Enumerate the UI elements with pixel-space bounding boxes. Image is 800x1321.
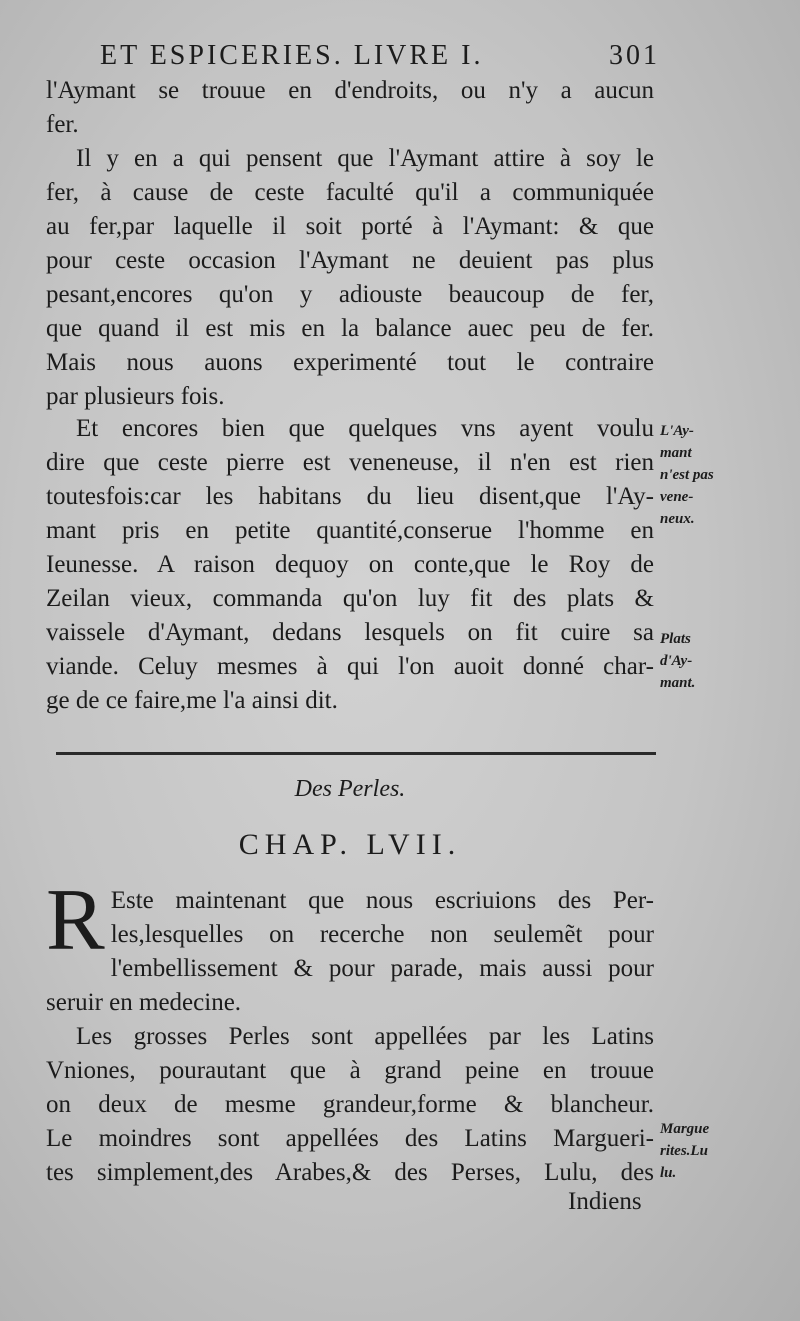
text-line: Le moindres sont appellées des Latins Margueri- (46, 1125, 654, 1152)
text-line: Vniones, pourautant que à grand peine en trouue (46, 1057, 654, 1084)
text-line: pour ceste occasion l'Aymant ne deuient pas plus (46, 247, 654, 274)
text-line: que quand il est mis en la balance auec peu de fer. (46, 315, 654, 342)
text-line: ge de ce faire,me l'a ainsi dit. (46, 687, 338, 714)
paragraph-1 (46, 74, 654, 142)
paragraph-4 (46, 872, 654, 1020)
margin-note-line: Margue (660, 1121, 710, 1137)
text-line: par plusieurs fois. (46, 383, 225, 410)
text-line: Mais nous auons experimenté tout le contraire (46, 349, 654, 376)
text-block-bottom (46, 872, 654, 1190)
margin-note-line: mant. (660, 675, 696, 691)
text-line: Il y en a qui pensent que l'Aymant attire à soy le (76, 145, 654, 172)
paragraph-3 (46, 412, 654, 718)
text-block-top (46, 74, 654, 414)
margin-note-line: Plats (660, 631, 691, 647)
paragraph-5 (46, 1020, 654, 1190)
chapter-heading: CHAP. LVII. (238, 828, 462, 861)
text-line: Les grosses Perles sont appellées par les Latins (76, 1023, 654, 1050)
margin-note-line: n'est pas (660, 467, 714, 483)
text-line: Et encores bien que quelques vns ayent voulu (76, 415, 654, 442)
text-line: Este maintenant que nous escriuions des Per- (110, 887, 654, 914)
text-line: on deux de mesme grandeur,forme & blancheur. (46, 1091, 654, 1118)
margin-note-line: neux. (660, 511, 695, 527)
margin-note-line: L'Ay- (660, 423, 694, 439)
text-line: Ieunesse. A raison dequoy on conte,que le Roy de (46, 551, 654, 578)
paragraph-2 (46, 142, 654, 414)
text-line: toutesfois:car les habitans du lieu disent,que l'Ay- (46, 483, 654, 510)
margin-note-plates (660, 628, 750, 694)
text-block-middle (46, 412, 654, 718)
margin-note-line: rites.Lu (660, 1143, 708, 1159)
text-line: mant pris en petite quantité,conserue l'homme en (46, 517, 654, 544)
catchword: Indiens (568, 1188, 642, 1215)
text-line: pesant,encores qu'on y adiouste beaucoup de fer, (46, 281, 654, 308)
margin-note-line: mant (660, 445, 692, 461)
margin-note-line: vene- (660, 489, 694, 505)
text-line: vaissele d'Aymant, dedans lesquels on fit cuire sa (46, 619, 654, 646)
text-line: seruir en medecine. (46, 989, 242, 1016)
text-line: dire que ceste pierre est veneneuse, il n'en est rien (46, 449, 654, 476)
text-line: l'embellissement & pour parade, mais aussi pour (110, 955, 654, 982)
drop-cap: R (46, 872, 105, 969)
text-line: tes simplement,des Arabes,& des Perses, Lulu, des (46, 1159, 654, 1186)
margin-note-poison (660, 420, 750, 530)
section-divider (56, 752, 656, 755)
text-line: les,lesquelles on recerche non seulemẽt pour (110, 921, 654, 948)
text-line: au fer,par laquelle il soit porté à l'Aymant: & que (46, 213, 654, 240)
text-line: fer. (46, 111, 79, 138)
margin-note-pearls (660, 1118, 750, 1184)
text-line: Zeilan vieux, commanda qu'on luy fit des plats & (46, 585, 654, 612)
text-line: l'Aymant se trouue en d'endroits, ou n'y a aucun (46, 77, 654, 104)
page-header (100, 36, 660, 76)
margin-note-line: d'Ay- (660, 653, 693, 669)
margin-note-line: lu. (660, 1165, 677, 1181)
page-number: 301 (609, 40, 660, 71)
text-line: fer, à cause de ceste faculté qu'il a communiquée (46, 179, 654, 206)
section-title: Des Perles. (294, 776, 406, 802)
text-line: viande. Celuy mesmes à qui l'on auoit donné char- (46, 653, 654, 680)
running-title: ET ESPICERIES. LIVRE I. (100, 40, 484, 71)
